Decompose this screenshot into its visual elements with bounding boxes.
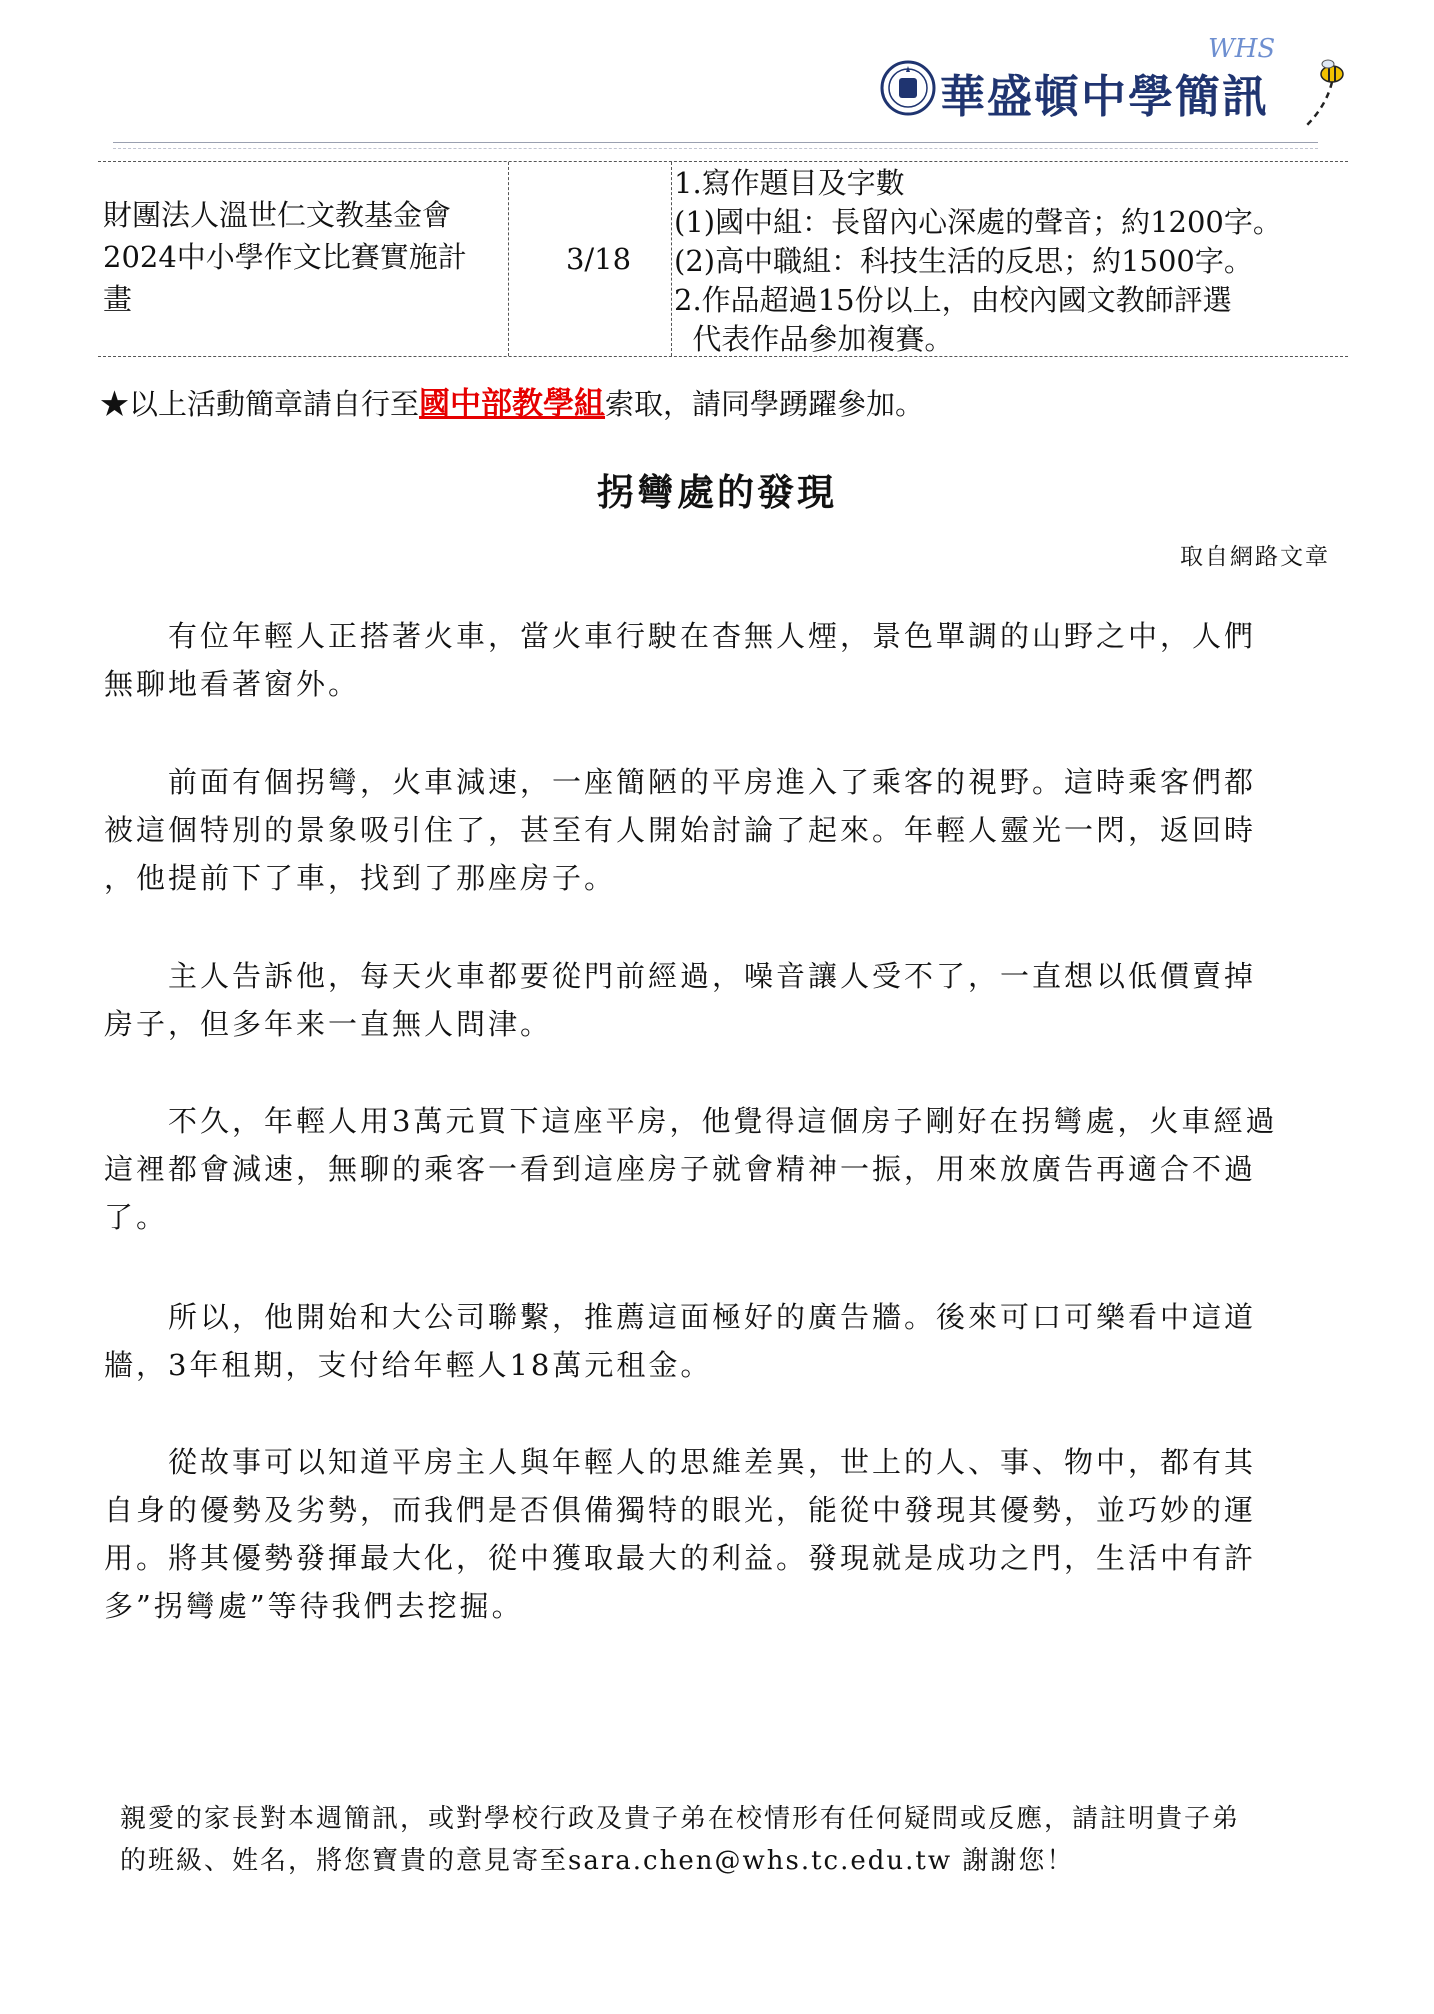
footer-line: 親愛的家長對本週簡訊，或對學校行政及貴子弟在校情形有任何疑問或反應，請註明貴子弟 <box>120 1804 1241 1834</box>
paragraph-line: 牆，3年租期，支付给年輕人18萬元租金。 <box>104 1348 713 1382</box>
event-detail-line: (1)國中組：長留內心深處的聲音；約1200字。 <box>674 205 1282 239</box>
header-divider-dashed <box>113 148 1318 149</box>
article-paragraph <box>104 1293 1344 1389</box>
event-detail-line: 代表作品參加複賽。 <box>674 322 954 356</box>
newsletter-logo <box>850 30 1350 145</box>
notice-line <box>100 378 924 423</box>
event-name-line: 畫 <box>103 282 133 316</box>
article-paragraph <box>104 1438 1344 1630</box>
logo-whs: WHS <box>1208 34 1276 64</box>
bee-icon <box>1302 52 1350 132</box>
paragraph-line: 用。將其優勢發揮最大化，從中獲取最大的利益。發現就是成功之門，生活中有許 <box>104 1541 1257 1575</box>
header-divider <box>113 142 1318 143</box>
footer-note <box>120 1798 1360 1882</box>
event-details-cell <box>674 164 1354 359</box>
event-detail-line: 2.作品超過15份以上，由校內國文教師評選 <box>674 283 1232 317</box>
article-paragraph <box>104 1097 1344 1241</box>
event-date-cell: 3/18 <box>565 242 632 276</box>
article-title: 拐彎處的發現 <box>597 470 837 514</box>
paragraph-line: 了。 <box>104 1200 169 1234</box>
paragraph-line: 有位年輕人正搭著火車，當火車行駛在杳無人煙，景色單調的山野之中，人們 <box>104 619 1257 653</box>
article-paragraph <box>104 952 1344 1048</box>
logo-title: 華盛頓中學簡訊 <box>940 70 1270 123</box>
paragraph-line: 多”拐彎處”等待我們去挖掘。 <box>104 1589 524 1623</box>
notice-text-before: 以上活動簡章請自行至 <box>129 387 420 421</box>
notice-highlight: 國中部教學組 <box>419 386 606 422</box>
event-detail-line: 1.寫作題目及字數 <box>674 166 905 200</box>
paragraph-line: 這裡都會減速，無聊的乘客一看到這座房子就會精神一振，用來放廣告再適合不過 <box>104 1152 1257 1186</box>
article-paragraph <box>104 758 1344 902</box>
paragraph-line: 被這個特別的景象吸引住了，甚至有人開始討論了起來。年輕人靈光一閃，返回時 <box>104 813 1257 847</box>
paragraph-line: 自身的優勢及劣勢，而我們是否俱備獨特的眼光，能從中發現其優勢，並巧妙的運 <box>104 1493 1257 1527</box>
article-paragraph <box>104 612 1344 708</box>
paragraph-line: 房子，但多年来一直無人問津。 <box>104 1007 553 1041</box>
event-name-line: 2024中小學作文比賽實施計 <box>103 240 467 274</box>
event-table <box>98 161 1348 357</box>
star-icon: ★ <box>100 387 130 421</box>
event-name-cell <box>103 194 513 320</box>
paragraph-line: 無聊地看著窗外。 <box>104 667 361 701</box>
event-name-line: 財團法人溫世仁文教基金會 <box>103 198 452 232</box>
paragraph-line: 從故事可以知道平房主人與年輕人的思維差異，世上的人、事、物中，都有其 <box>104 1445 1257 1479</box>
footer-line: 的班級、姓名，將您寶貴的意見寄至sara.chen@whs.tc.edu.tw 謝謝您！ <box>120 1846 1075 1876</box>
paragraph-line: 所以，他開始和大公司聯繫，推薦這面極好的廣告牆。後來可口可樂看中這道 <box>104 1300 1257 1334</box>
paragraph-line: 主人告訴他，每天火車都要從門前經過，噪音讓人受不了，一直想以低價賣掉 <box>104 959 1257 993</box>
notice-text-after: 索取，請同學踴躍參加。 <box>605 387 925 421</box>
paragraph-line: 前面有個拐彎，火車減速，一座簡陋的平房進入了乘客的視野。這時乘客們都 <box>104 765 1257 799</box>
event-detail-line: (2)高中職組：科技生活的反思；約1500字。 <box>674 244 1253 278</box>
paragraph-line: ，他提前下了車，找到了那座房子。 <box>104 861 617 895</box>
paragraph-line: 不久，年輕人用3萬元買下這座平房，他覺得這個房子剛好在拐彎處，火車經過 <box>104 1104 1278 1138</box>
article-source: 取自網路文章 <box>1180 544 1330 570</box>
school-seal-icon <box>880 60 936 116</box>
